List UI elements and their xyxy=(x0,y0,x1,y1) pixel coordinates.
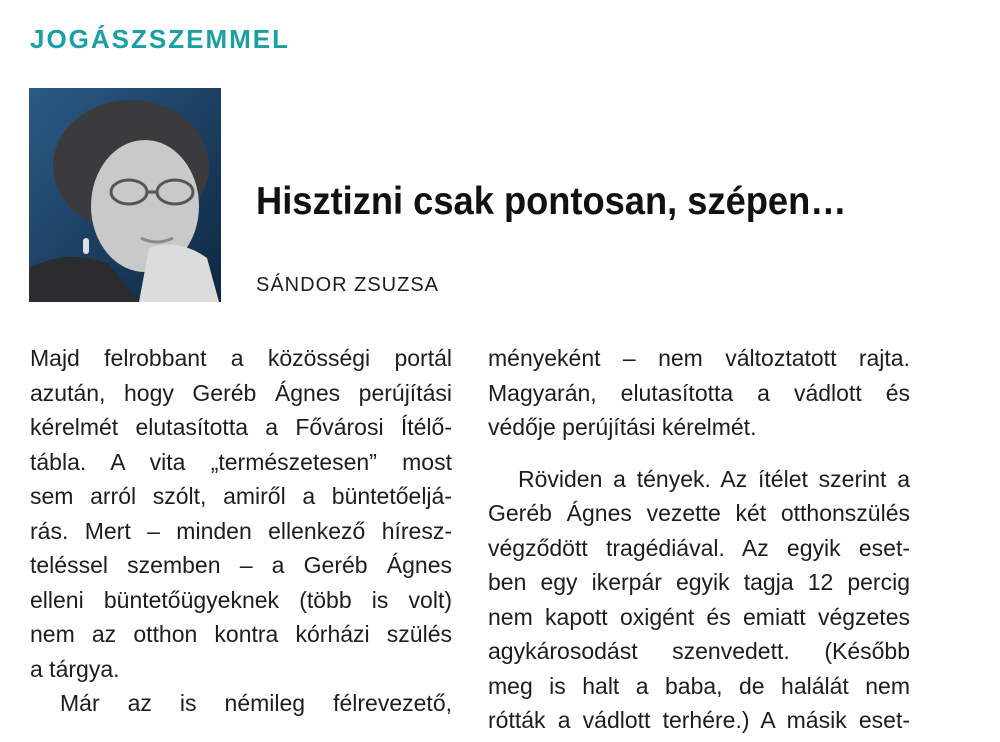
author-photo xyxy=(29,88,221,302)
text-line: meg is halt a baba, de halálát nem xyxy=(488,672,910,699)
text-line: sem arról szólt, amiről a büntetőeljá- xyxy=(30,483,452,509)
text-line: nem kapott oxigént és emiatt végzetes xyxy=(488,603,910,630)
text-line: védője perújítási kérelmét. xyxy=(488,414,757,440)
text-line: Már az is némileg félrevezető, xyxy=(60,690,452,716)
author-byline: SÁNDOR ZSUZSA xyxy=(256,274,440,296)
text-line: Röviden a tények. Az ítélet szerint a xyxy=(518,465,910,492)
headline: Hisztizni csak pontosan, szépen… xyxy=(256,180,847,223)
text-line: agykárosodást szenvedett. (Később xyxy=(488,638,910,664)
text-line: Geréb Ágnes vezette két otthonszülés xyxy=(488,500,910,526)
text-line: ben egy ikerpár egyik tagja 12 percig xyxy=(488,569,910,595)
text-line: azután, hogy Geréb Ágnes perújítási xyxy=(30,379,452,406)
text-line: Magyarán, elutasította a vádlott és xyxy=(488,379,910,406)
text-line: rás. Mert – minden ellenkező híresz- xyxy=(30,517,452,544)
text-line: elleni büntetőügyeknek (több is volt) xyxy=(30,586,452,613)
text-line: kérelmét elutasította a Fővárosi Ítélő- xyxy=(30,414,452,440)
text-line: Majd felrobbant a közösségi portál xyxy=(30,345,452,371)
text-line: tábla. A vita „természetesen” most xyxy=(30,448,452,475)
article-column-1 xyxy=(30,341,452,721)
article-column-2 xyxy=(488,341,910,738)
text-line: nem az otthon kontra kórházi szülés xyxy=(30,621,452,647)
section-label: JOGÁSZSZEMMEL xyxy=(30,24,291,54)
text-line: a tárgya. xyxy=(30,655,120,682)
text-line: rótták a vádlott terhére.) A másik eset- xyxy=(488,707,910,733)
text-line: végződött tragédiával. Az egyik eset- xyxy=(488,534,910,561)
text-line: ményeként – nem változtatott rajta. xyxy=(488,345,910,371)
text-line: teléssel szemben – a Geréb Ágnes xyxy=(30,552,452,578)
